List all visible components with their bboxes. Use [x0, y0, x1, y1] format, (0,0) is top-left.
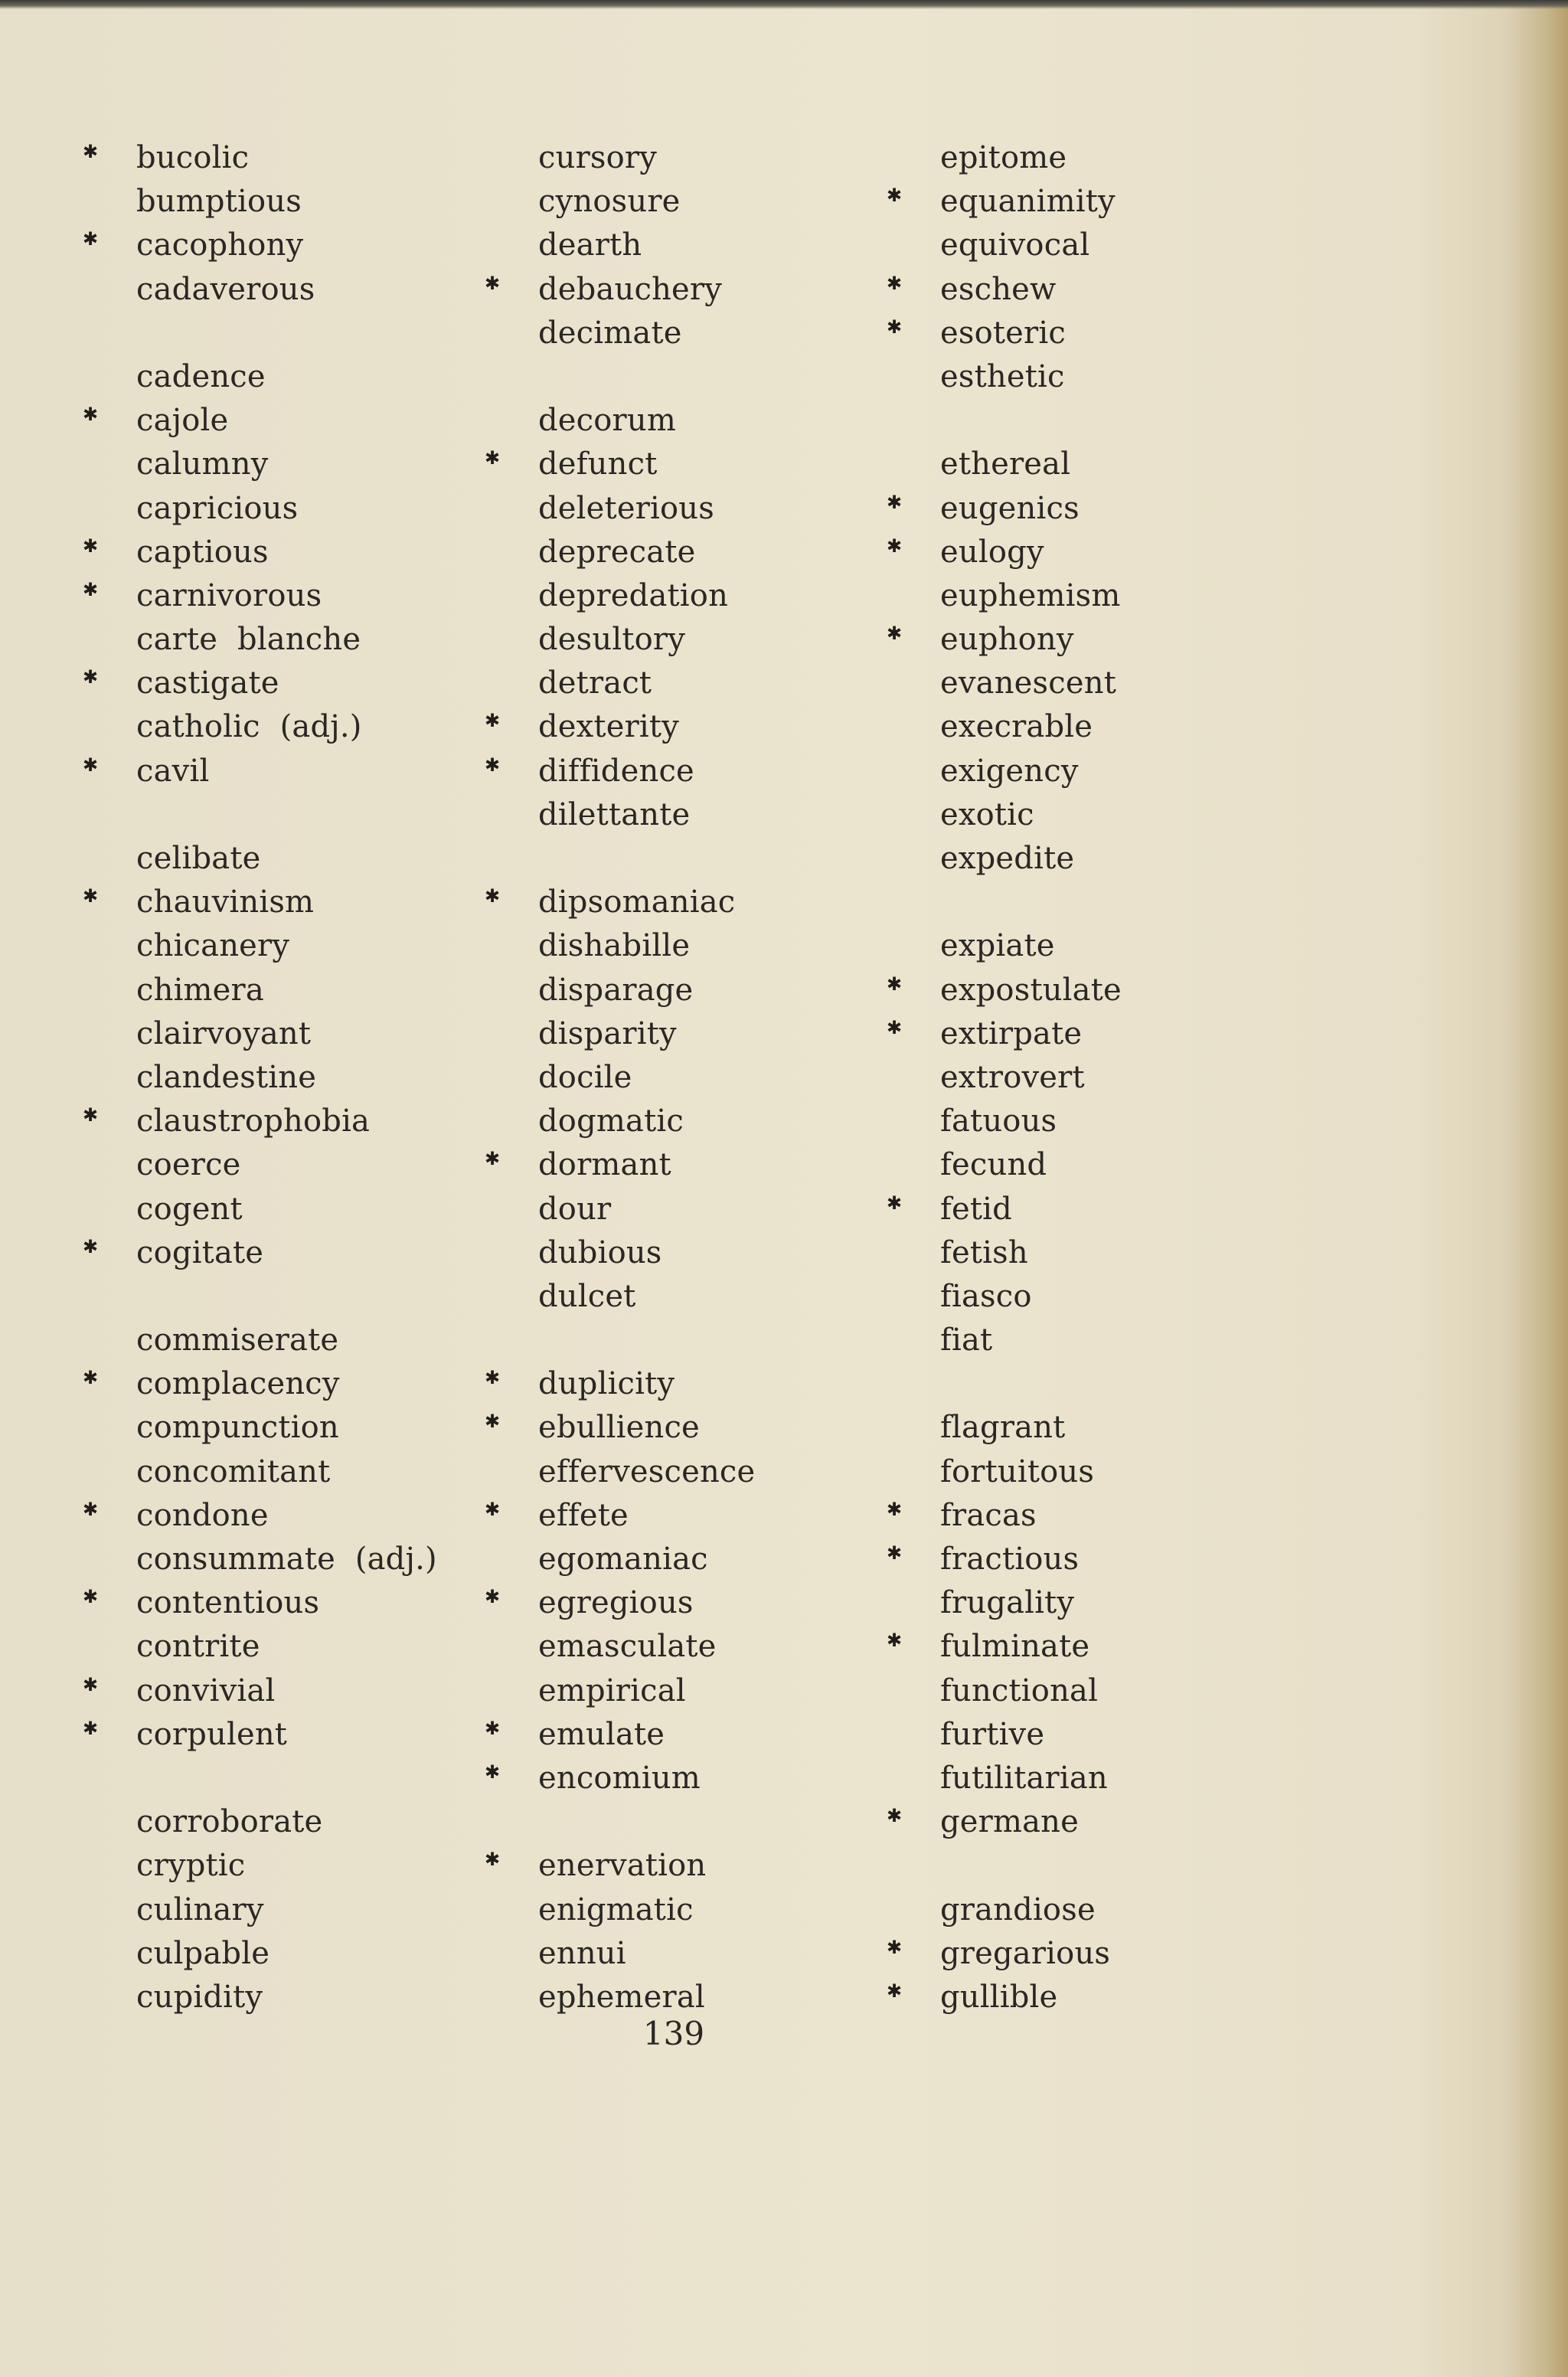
word-entry [485, 1757, 906, 1800]
vocabulary-word: encomium [538, 1760, 701, 1796]
word-entry [940, 1143, 1308, 1187]
word-entry [485, 1362, 906, 1406]
vocabulary-word: fecund [940, 1147, 1047, 1183]
word-entry [83, 1669, 504, 1713]
asterisk-icon: ✱ [83, 1498, 99, 1520]
vocabulary-word: eschew [940, 271, 1057, 307]
word-entry [538, 1888, 906, 1932]
word-entry [136, 1625, 504, 1669]
vocabulary-word: capricious [136, 490, 299, 526]
vocabulary-word: exigency [940, 753, 1079, 789]
word-entry [940, 837, 1308, 881]
asterisk-icon: ✱ [485, 447, 501, 469]
vocabulary-word: cacophony [136, 227, 304, 263]
asterisk-icon: ✱ [485, 1761, 501, 1783]
word-entry [940, 224, 1308, 267]
vocabulary-word: fractious [940, 1542, 1080, 1577]
vocabulary-word: chimera [136, 972, 264, 1008]
vocabulary-word: fetid [940, 1191, 1012, 1227]
word-entry [538, 1625, 906, 1669]
word-entry [887, 1800, 1308, 1844]
word-entry [538, 1538, 906, 1581]
vocabulary-word: debauchery [538, 271, 723, 307]
vocabulary-word: empirical [538, 1672, 686, 1708]
asterisk-icon: ✱ [83, 141, 99, 162]
word-entry [485, 268, 906, 312]
word-entry [83, 1494, 504, 1538]
vocabulary-word: castigate [136, 665, 279, 701]
vocabulary-word: calumny [136, 446, 269, 482]
word-entry [538, 180, 906, 224]
word-entry [538, 574, 906, 618]
word-entry [940, 1888, 1308, 1932]
word-entry [538, 618, 906, 662]
vocabulary-word: equanimity [940, 184, 1116, 220]
vocabulary-word: corroborate [136, 1804, 323, 1840]
asterisk-icon: ✱ [887, 1936, 903, 1958]
word-entry [136, 1538, 504, 1581]
scan-top-edge [0, 0, 1568, 9]
vocabulary-word: dulcet [538, 1278, 636, 1314]
word-entry [887, 1012, 1308, 1056]
vocabulary-word: ennui [538, 1935, 626, 1971]
word-entry [83, 1100, 504, 1143]
vocabulary-word: disparity [538, 1015, 677, 1051]
word-entry [538, 1188, 906, 1231]
asterisk-icon: ✱ [887, 973, 903, 995]
word-entry [538, 487, 906, 531]
word-entry [83, 399, 504, 443]
vocabulary-word: defunct [538, 446, 658, 482]
vocabulary-word: duplicity [538, 1366, 675, 1402]
vocabulary-word: grandiose [940, 1891, 1096, 1927]
word-entry [940, 1275, 1308, 1319]
asterisk-icon: ✱ [83, 228, 99, 250]
word-entry [136, 1012, 504, 1056]
asterisk-icon: ✱ [485, 1148, 501, 1170]
vocabulary-word: culpable [136, 1935, 270, 1971]
word-entry [538, 1976, 906, 2019]
asterisk-icon: ✱ [485, 1411, 501, 1433]
vocabulary-word: fracas [940, 1497, 1037, 1533]
vocabulary-word: deleterious [538, 490, 714, 526]
vocabulary-word: enigmatic [538, 1891, 694, 1927]
group-spacer [940, 399, 1308, 443]
word-entry [887, 268, 1308, 312]
vocabulary-word: decorum [538, 403, 676, 439]
asterisk-icon: ✱ [485, 710, 501, 732]
vocabulary-word: esoteric [940, 315, 1066, 351]
word-entry [136, 924, 504, 968]
word-entry [940, 750, 1308, 793]
vocabulary-word: chauvinism [136, 884, 315, 920]
word-entry [940, 1450, 1308, 1494]
vocabulary-word: coerce [136, 1147, 241, 1183]
vocabulary-word: fatuous [940, 1103, 1057, 1139]
vocabulary-word: gullible [940, 1979, 1058, 2015]
asterisk-icon: ✱ [887, 623, 903, 645]
vocabulary-word: chicanery [136, 928, 290, 964]
word-entry [538, 1450, 906, 1494]
vocabulary-word: captious [136, 534, 269, 570]
group-spacer [538, 1800, 906, 1844]
vocabulary-word: complacency [136, 1366, 340, 1402]
asterisk-icon: ✱ [887, 1192, 903, 1214]
vocabulary-word: gregarious [940, 1935, 1111, 1971]
asterisk-icon: ✱ [485, 1586, 501, 1608]
word-entry [887, 1932, 1308, 1976]
vocabulary-word: dearth [538, 227, 642, 263]
word-entry [887, 1188, 1308, 1231]
word-entry [887, 531, 1308, 574]
word-entry [136, 1976, 504, 2019]
vocabulary-word: esthetic [940, 358, 1065, 394]
word-entry [485, 750, 906, 793]
group-spacer [940, 1362, 1308, 1406]
word-entry [940, 924, 1308, 968]
word-entry [136, 1056, 504, 1100]
word-entry [485, 881, 906, 924]
vocabulary-word: ephemeral [538, 1979, 705, 2015]
vocabulary-word: dogmatic [538, 1103, 684, 1139]
vocabulary-word: extrovert [940, 1059, 1085, 1095]
group-spacer [136, 312, 504, 355]
word-entry [136, 969, 504, 1012]
word-entry [83, 1713, 504, 1757]
word-entry [538, 1231, 906, 1275]
asterisk-icon: ✱ [485, 885, 501, 907]
word-entry [887, 1625, 1308, 1669]
vocabulary-word: dormant [538, 1147, 671, 1183]
word-entry [83, 1581, 504, 1625]
word-entry [136, 355, 504, 399]
asterisk-icon: ✱ [887, 1805, 903, 1827]
vocabulary-word: egregious [538, 1585, 694, 1621]
vocabulary-word: expedite [940, 841, 1075, 876]
vocabulary-word: condone [136, 1497, 269, 1533]
vocabulary-word: corpulent [136, 1716, 288, 1752]
word-entry [83, 881, 504, 924]
vocabulary-word: cogitate [136, 1234, 264, 1270]
vocabulary-word: eugenics [940, 490, 1080, 526]
vocabulary-word: depredation [538, 577, 729, 613]
vocabulary-word: cogent [136, 1191, 243, 1227]
vocabulary-word: decimate [538, 315, 682, 351]
vocabulary-word: equivocal [940, 227, 1090, 263]
vocabulary-word: euphony [940, 622, 1074, 658]
page-number: 139 [642, 2015, 705, 2052]
word-entry [83, 750, 504, 793]
word-entry [136, 1188, 504, 1231]
group-spacer [136, 1757, 504, 1800]
word-entry [136, 1143, 504, 1187]
word-entry [887, 1538, 1308, 1581]
word-entry [136, 1888, 504, 1932]
asterisk-icon: ✱ [887, 1630, 903, 1652]
group-spacer [538, 355, 906, 399]
vocabulary-word: deprecate [538, 534, 696, 570]
word-entry [485, 1406, 906, 1450]
vocabulary-word: fiat [940, 1323, 993, 1359]
group-spacer [136, 793, 504, 837]
vocabulary-word: dubious [538, 1234, 662, 1270]
asterisk-icon: ✱ [83, 1717, 99, 1739]
word-entry [887, 487, 1308, 531]
vocabulary-word: cavil [136, 753, 210, 789]
word-entry [940, 1100, 1308, 1143]
vocabulary-word: culinary [136, 1891, 264, 1927]
vocabulary-word: docile [538, 1059, 632, 1095]
word-entry [538, 662, 906, 705]
word-entry [136, 1800, 504, 1844]
vocabulary-word: dexterity [538, 709, 679, 745]
word-entry [136, 705, 504, 749]
word-entry [538, 1056, 906, 1100]
word-entry [83, 531, 504, 574]
vocabulary-word: extirpate [940, 1015, 1083, 1051]
vocabulary-word: desultory [538, 622, 686, 658]
vocabulary-word: fulminate [940, 1629, 1090, 1665]
word-entry [136, 837, 504, 881]
word-entry [940, 793, 1308, 837]
vocabulary-word: cursory [538, 140, 658, 175]
vocabulary-word: bumptious [136, 184, 302, 220]
vocabulary-word: flagrant [940, 1410, 1066, 1446]
word-entry [538, 399, 906, 443]
asterisk-icon: ✱ [887, 1016, 903, 1038]
vocabulary-word: clandestine [136, 1059, 317, 1095]
word-entry [887, 1976, 1308, 2019]
word-entry [83, 136, 504, 180]
asterisk-icon: ✱ [485, 272, 501, 294]
vocabulary-word: cadence [136, 358, 266, 394]
asterisk-icon: ✱ [83, 535, 99, 557]
asterisk-icon: ✱ [83, 885, 99, 907]
vocabulary-word: futilitarian [940, 1760, 1108, 1796]
word-entry [940, 1757, 1308, 1800]
vocabulary-word: cupidity [136, 1979, 263, 2015]
word-entry [940, 705, 1308, 749]
word-entry [136, 618, 504, 662]
word-entry [83, 1362, 504, 1406]
word-entry [485, 1143, 906, 1187]
vocabulary-word: carnivorous [136, 577, 322, 613]
vocabulary-word: compunction [136, 1410, 339, 1446]
asterisk-icon: ✱ [83, 1104, 99, 1126]
word-entry [538, 136, 906, 180]
word-column-3 [887, 136, 1308, 2019]
vocabulary-word: dipsomaniac [538, 884, 736, 920]
word-column-1 [83, 136, 504, 2019]
word-entry [485, 1713, 906, 1757]
word-entry [538, 1012, 906, 1056]
word-entry [136, 1319, 504, 1362]
word-entry [538, 531, 906, 574]
vocabulary-word: concomitant [136, 1453, 331, 1489]
vocabulary-word: germane [940, 1804, 1080, 1840]
word-entry [940, 1406, 1308, 1450]
vocabulary-word: evanescent [940, 665, 1116, 701]
asterisk-icon: ✱ [485, 1849, 501, 1871]
asterisk-icon: ✱ [83, 1673, 99, 1695]
asterisk-icon: ✱ [83, 754, 99, 776]
word-entry [485, 1844, 906, 1888]
asterisk-icon: ✱ [83, 1367, 99, 1389]
vocabulary-word: contrite [136, 1629, 260, 1665]
vocabulary-word: carte blanche [136, 622, 361, 658]
vocabulary-word: contentious [136, 1585, 320, 1621]
word-entry [538, 793, 906, 837]
asterisk-icon: ✱ [887, 316, 903, 338]
vocabulary-word: fiasco [940, 1278, 1032, 1314]
word-entry [887, 1494, 1308, 1538]
word-entry [940, 1581, 1308, 1625]
group-spacer [538, 1319, 906, 1362]
asterisk-icon: ✱ [83, 404, 99, 426]
asterisk-icon: ✱ [887, 1498, 903, 1520]
word-entry [538, 1669, 906, 1713]
vocabulary-word: epitome [940, 140, 1067, 175]
vocabulary-word: cynosure [538, 184, 681, 220]
group-spacer [940, 1844, 1308, 1888]
vocabulary-word: bucolic [136, 140, 250, 175]
vocabulary-word: eulogy [940, 534, 1044, 570]
word-entry [538, 924, 906, 968]
vocabulary-word: cryptic [136, 1848, 246, 1884]
word-entry [538, 224, 906, 267]
word-entry [940, 1231, 1308, 1275]
vocabulary-word: fortuitous [940, 1453, 1095, 1489]
word-column-2 [485, 136, 906, 2019]
word-entry [538, 312, 906, 355]
vocabulary-word: claustrophobia [136, 1103, 371, 1139]
word-entry [136, 268, 504, 312]
vocabulary-word: emulate [538, 1716, 665, 1752]
word-entry [83, 1231, 504, 1275]
word-entry [887, 180, 1308, 224]
group-spacer [940, 881, 1308, 924]
word-entry [940, 1713, 1308, 1757]
word-entry [485, 443, 906, 486]
asterisk-icon: ✱ [887, 535, 903, 557]
word-entry [136, 1450, 504, 1494]
vocabulary-word: dour [538, 1191, 612, 1227]
vocabulary-word: dishabille [538, 928, 691, 964]
vocabulary-word: effervescence [538, 1453, 756, 1489]
word-entry [940, 1669, 1308, 1713]
vocabulary-word: disparage [538, 972, 694, 1008]
word-entry [136, 487, 504, 531]
vocabulary-word: convivial [136, 1672, 276, 1708]
word-entry [136, 1932, 504, 1976]
asterisk-icon: ✱ [887, 272, 903, 294]
vocabulary-word: frugality [940, 1585, 1075, 1621]
vocabulary-word: clairvoyant [136, 1015, 312, 1051]
word-entry [136, 180, 504, 224]
word-entry [940, 574, 1308, 618]
asterisk-icon: ✱ [485, 1498, 501, 1520]
asterisk-icon: ✱ [83, 1586, 99, 1608]
asterisk-icon: ✱ [83, 578, 99, 600]
word-entry [538, 1275, 906, 1319]
asterisk-icon: ✱ [485, 754, 501, 776]
word-entry [887, 618, 1308, 662]
vocabulary-word: furtive [940, 1716, 1045, 1752]
word-entry [136, 1844, 504, 1888]
word-entry [538, 969, 906, 1012]
vocabulary-word: celibate [136, 841, 261, 876]
word-entry [940, 1056, 1308, 1100]
word-entry [940, 1319, 1308, 1362]
word-entry [83, 662, 504, 705]
word-entry [887, 969, 1308, 1012]
asterisk-icon: ✱ [83, 1235, 99, 1257]
asterisk-icon: ✱ [887, 185, 903, 207]
vocabulary-word: expostulate [940, 972, 1122, 1008]
vocabulary-word: consummate (adj.) [136, 1542, 437, 1577]
asterisk-icon: ✱ [887, 1980, 903, 2002]
word-entry [538, 1932, 906, 1976]
word-entry [485, 1494, 906, 1538]
vocabulary-word: cadaverous [136, 271, 315, 307]
vocabulary-word: diffidence [538, 753, 694, 789]
word-entry [83, 574, 504, 618]
vocabulary-word: functional [940, 1672, 1099, 1708]
asterisk-icon: ✱ [83, 666, 99, 688]
vocabulary-word: detract [538, 665, 652, 701]
vocabulary-word: egomaniac [538, 1542, 708, 1577]
word-entry [485, 1581, 906, 1625]
vocabulary-word: euphemism [940, 577, 1121, 613]
word-entry [136, 1406, 504, 1450]
asterisk-icon: ✱ [887, 1542, 903, 1564]
word-entry [136, 443, 504, 486]
vocabulary-word: dilettante [538, 796, 691, 832]
vocabulary-word: emasculate [538, 1629, 717, 1665]
asterisk-icon: ✱ [485, 1367, 501, 1389]
word-entry [940, 355, 1308, 399]
vocabulary-word: exotic [940, 796, 1034, 832]
asterisk-icon: ✱ [485, 1717, 501, 1739]
vocabulary-word: commiserate [136, 1323, 339, 1359]
vocabulary-word: catholic (adj.) [136, 709, 362, 745]
vocabulary-word: execrable [940, 709, 1093, 745]
word-entry [940, 443, 1308, 486]
vocabulary-word: effete [538, 1497, 629, 1533]
asterisk-icon: ✱ [887, 491, 903, 513]
vocabulary-word: ebullience [538, 1410, 700, 1446]
group-spacer [136, 1275, 504, 1319]
word-entry [485, 705, 906, 749]
group-spacer [538, 837, 906, 881]
vocabulary-word: fetish [940, 1234, 1028, 1270]
word-entry [940, 662, 1308, 705]
word-entry [940, 136, 1308, 180]
word-entry [83, 224, 504, 267]
vocabulary-word: cajole [136, 403, 229, 439]
word-entry [538, 1100, 906, 1143]
word-entry [887, 312, 1308, 355]
vocabulary-word: ethereal [940, 446, 1071, 482]
vocabulary-word: expiate [940, 928, 1055, 964]
vocabulary-word: enervation [538, 1848, 707, 1884]
